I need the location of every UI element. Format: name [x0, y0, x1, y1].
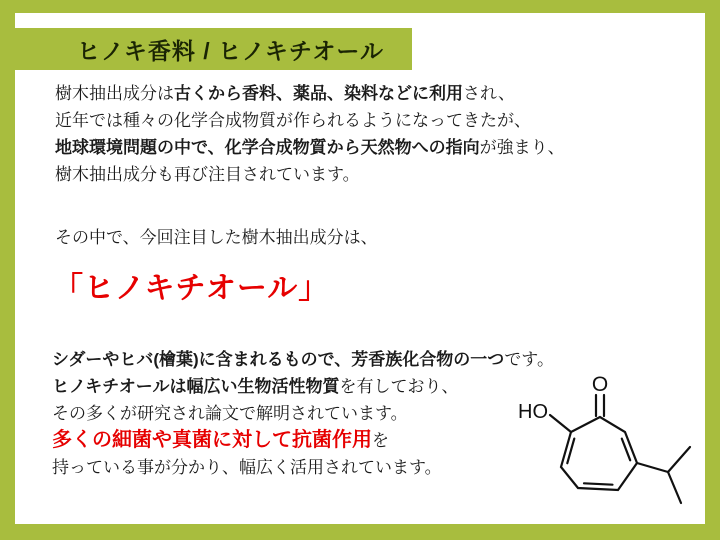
text-line — [55, 107, 565, 134]
text-segment: を — [372, 431, 389, 450]
header-bar — [15, 28, 412, 70]
text-segment: 地球環境問題の中で、化学合成物質から天然物への指向 — [55, 138, 480, 157]
text-segment: が強まり、 — [479, 138, 565, 157]
text-segment: です。 — [504, 350, 554, 369]
ring-bond — [561, 417, 637, 490]
text-segment: を有しており、 — [339, 377, 459, 396]
text-line — [55, 80, 565, 107]
lead-line: その中で、今回注目した樹木抽出成分は、 — [55, 228, 378, 247]
hinokitiol-structure — [490, 370, 700, 530]
isopropyl-group — [637, 447, 690, 503]
text-line — [52, 373, 554, 400]
text-segment: 持っている事が分かり、幅広く活用されています。 — [52, 458, 442, 477]
text-line — [52, 427, 554, 454]
text-segment: 樹木抽出成分も再び注目されています。 — [55, 165, 360, 184]
text-segment: され、 — [463, 84, 516, 103]
text-segment: 多くの細菌や真菌に対して抗菌作用 — [52, 429, 372, 451]
text-segment: 樹木抽出成分は — [55, 84, 174, 103]
ring-double-bonds — [567, 439, 630, 485]
text-segment: 古くから香料、薬品、染料などに利用 — [174, 84, 463, 103]
text-segment: ヒノキチオールは幅広い生物活性物質 — [52, 377, 340, 396]
carbonyl-double-bond — [596, 395, 604, 416]
text-segment: 近年では種々の化学合成物質が作られるようになってきたが、 — [55, 111, 531, 130]
intro-paragraph — [55, 80, 565, 188]
text-segment: その多くが研究され論文で解明されています。 — [52, 404, 408, 423]
text-line — [55, 161, 565, 188]
text-segment: シダーやヒバ(檜葉)に含まれるもので、芳香族化合物の一つ — [52, 350, 505, 369]
text-line — [52, 454, 554, 481]
oxygen-label: O — [591, 373, 609, 396]
text-line — [52, 346, 554, 373]
text-line — [55, 134, 565, 161]
details-paragraph — [52, 346, 554, 481]
text-line — [52, 400, 554, 427]
highlight-title: 「ヒノキチオール」 — [53, 272, 330, 305]
hydroxyl-bond — [550, 415, 571, 432]
hydroxyl-label: HO — [518, 401, 548, 423]
page-title: ヒノキ香料 / ヒノキチオール — [77, 37, 384, 64]
